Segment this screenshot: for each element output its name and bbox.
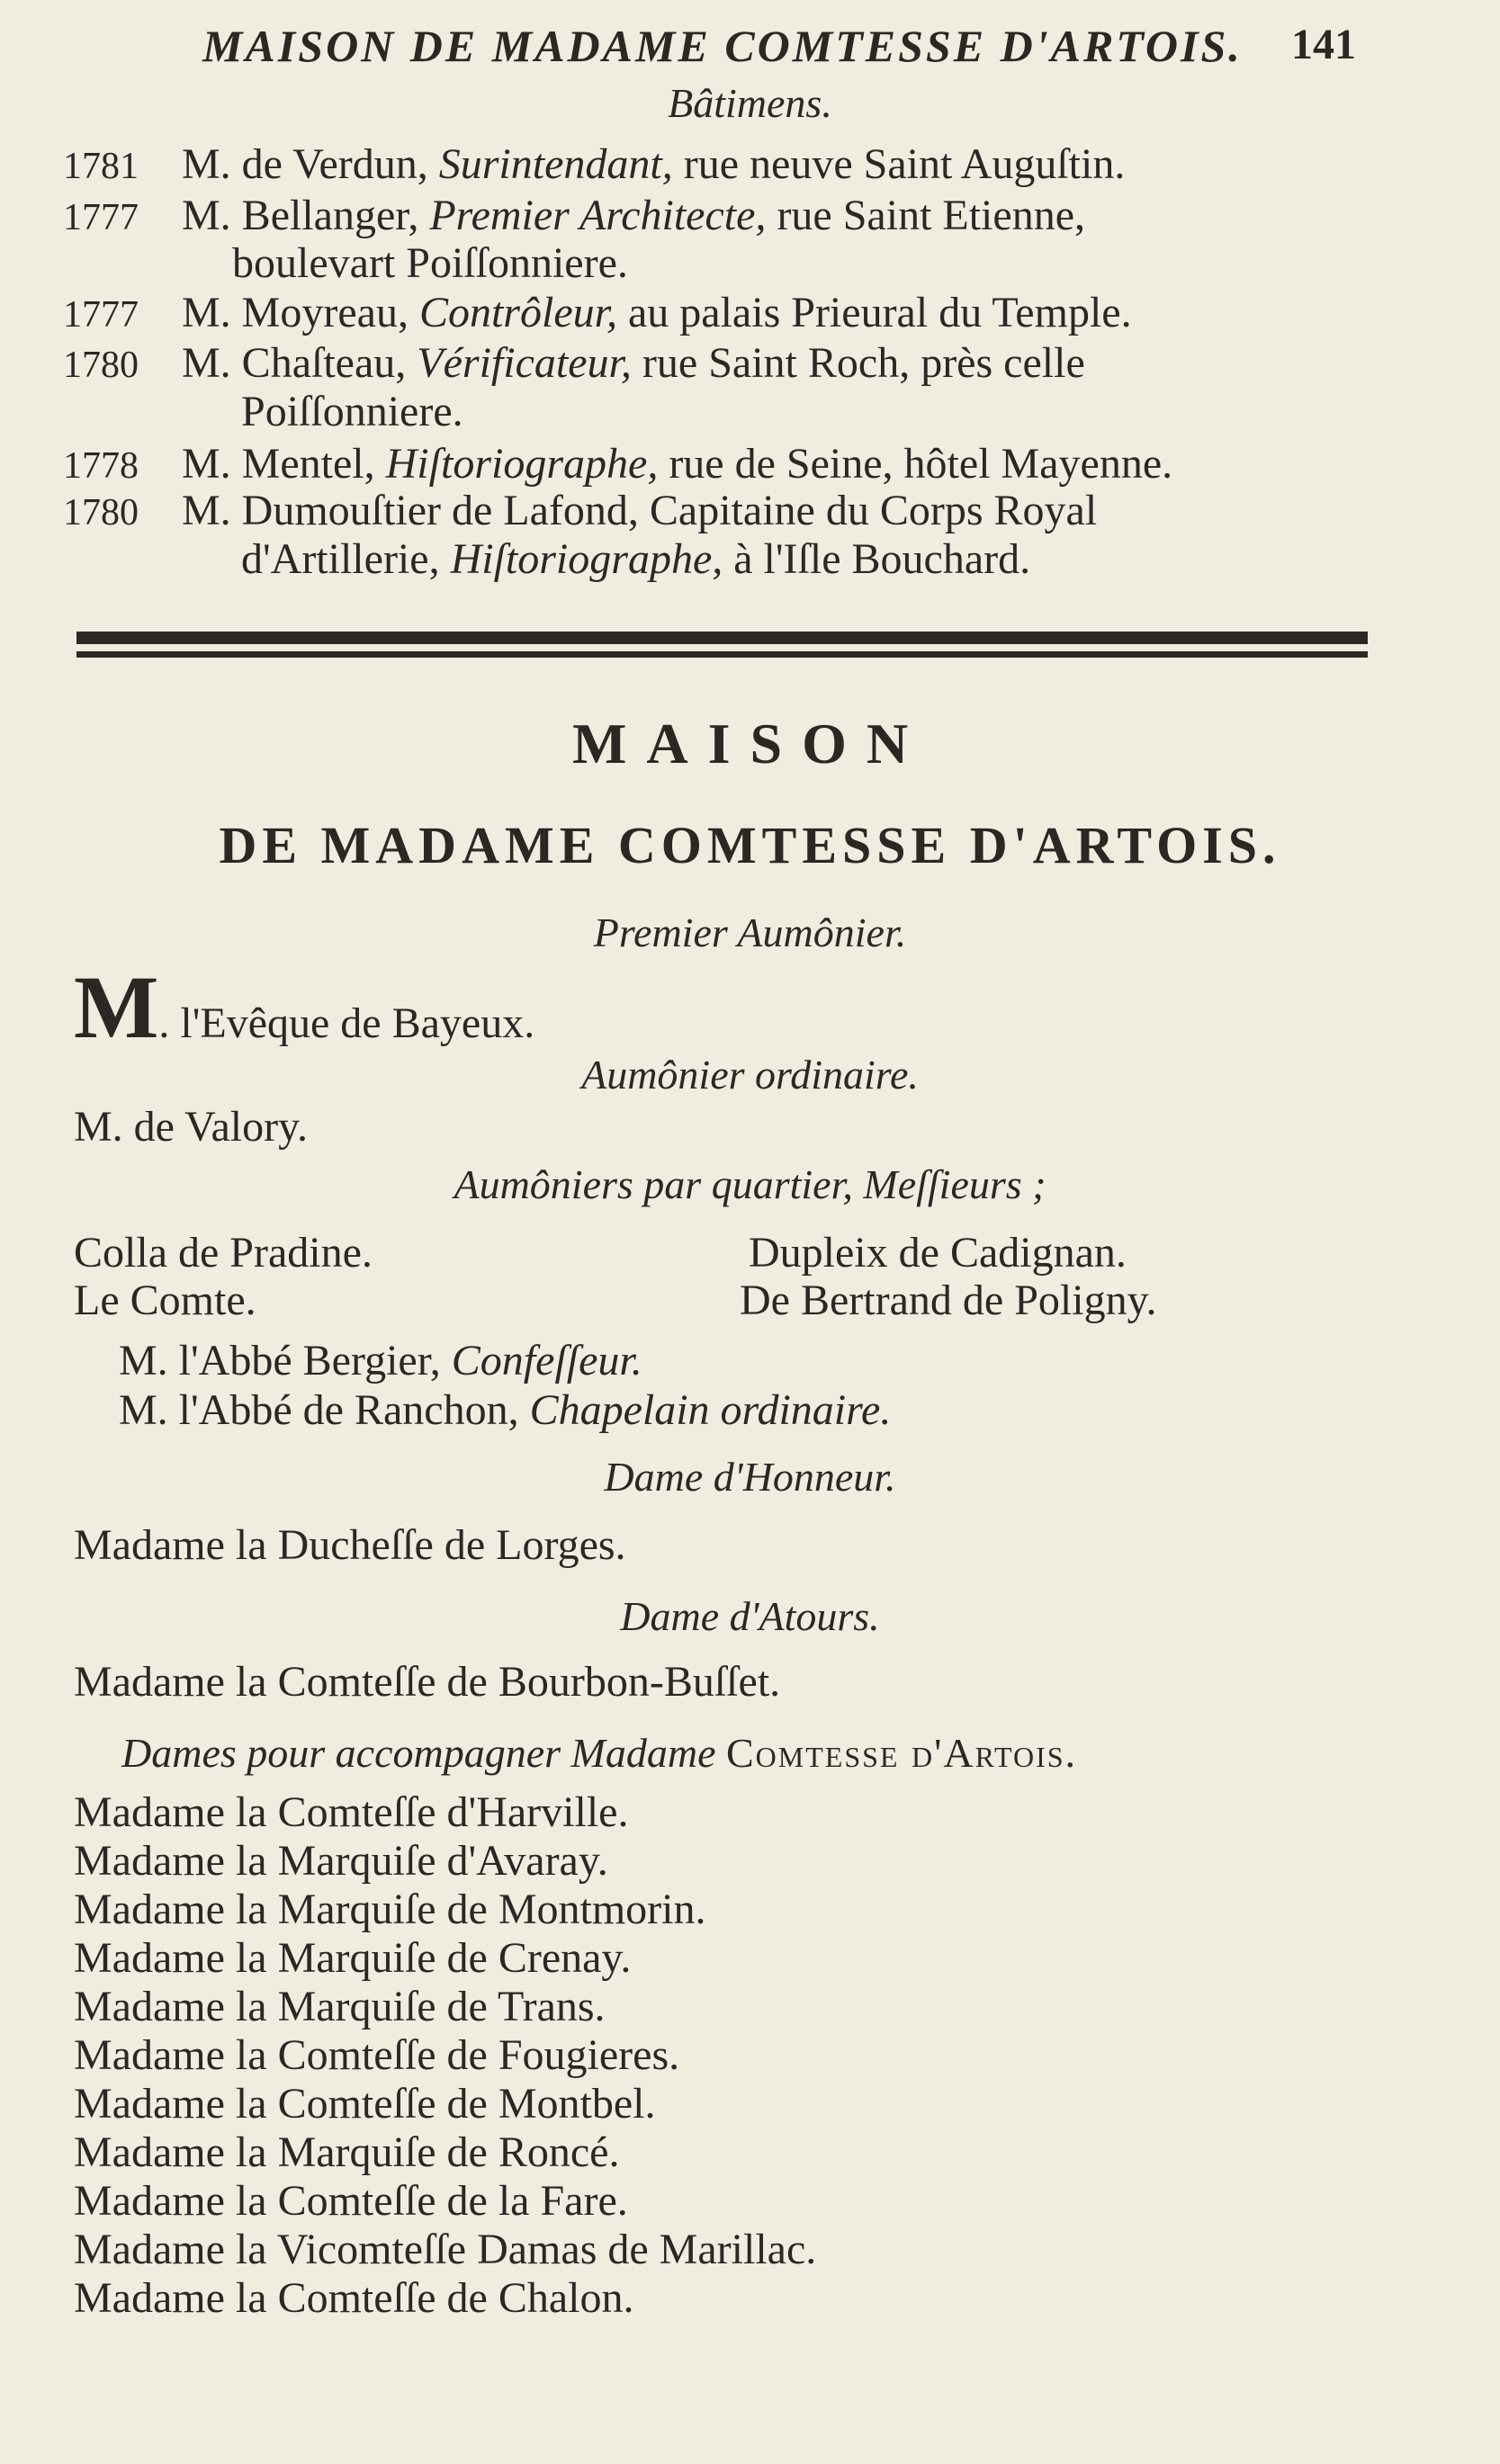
batimens-entry-1: 1781 M. de Verdun, Surintendant, rue neuve Saint Auguſtin. bbox=[63, 140, 1126, 188]
aumonier-ordinaire-entry: M. de Valory. bbox=[74, 1103, 308, 1151]
list-item: Madame la Marquiſe d'Avaray. bbox=[74, 1837, 608, 1885]
aumoniers-quartier-heading: Aumôniers par quartier, Meſſieurs ; bbox=[454, 1161, 1046, 1207]
dame-honneur-heading: Dame d'Honneur. bbox=[604, 1454, 896, 1500]
dame-atours-heading: Dame d'Atours. bbox=[620, 1593, 880, 1639]
aumonier-right-2: De Bertrand de Poligny. bbox=[740, 1277, 1157, 1324]
batimens-heading: Bâtimens. bbox=[668, 80, 832, 126]
double-rule-top bbox=[76, 632, 1368, 644]
list-item: Madame la Comteſſe de Chalon. bbox=[74, 2274, 634, 2322]
dame-atours-entry: Madame la Comteſſe de Bourbon-Buſſet. bbox=[74, 1658, 781, 1706]
section-subtitle: DE MADAME COMTESSE D'ARTOIS. bbox=[219, 816, 1281, 874]
batimens-entry-2: 1777 M. Bellanger, Premier Architecte, rue Saint Etienne, bbox=[63, 192, 1085, 239]
aumonier-left-1: Colla de Pradine. bbox=[74, 1229, 373, 1277]
list-item: Madame la Comteſſe de la Fare. bbox=[74, 2177, 628, 2225]
chapelain-entry: M. l'Abbé de Ranchon, Chapelain ordinaire. bbox=[119, 1386, 892, 1434]
list-item: Madame la Comteſſe d'Harville. bbox=[74, 1788, 629, 1836]
dames-accompagner-heading: Dames pour accompagner Madame Comtesse d'Artois. bbox=[121, 1730, 1078, 1776]
page-number: 141 bbox=[1291, 21, 1356, 68]
premier-aumonier-entry: M. l'Evêque de Bayeux. bbox=[74, 957, 535, 1057]
list-item: Madame la Marquiſe de Crenay. bbox=[74, 1934, 632, 1982]
batimens-entry-4: 1780 M. Chaſteau, Vérificateur, rue Saint Roch, près celle bbox=[63, 339, 1085, 387]
batimens-entry-6-cont: d'Artillerie, Hiſtoriographe, à l'Iſle Bouchard. bbox=[241, 535, 1031, 583]
list-item: Madame la Comteſſe de Montbel. bbox=[74, 2080, 656, 2128]
list-item: Madame la Comteſſe de Fougieres. bbox=[74, 2031, 680, 2079]
dames-list bbox=[74, 1788, 816, 2323]
drop-cap: M bbox=[74, 957, 159, 1057]
batimens-entry-6: 1780 M. Dumouſtier de Lafond, Capitaine du Corps Royal bbox=[63, 487, 1098, 534]
running-header: MAISON DE MADAME COMTESSE D'ARTOIS. bbox=[202, 21, 1243, 71]
list-item: Madame la Marquiſe de Trans. bbox=[74, 1983, 606, 2030]
double-rule-bottom bbox=[76, 651, 1368, 658]
batimens-entry-3: 1777 M. Moyreau, Contrôleur, au palais Prieural du Temple. bbox=[63, 289, 1132, 336]
batimens-entry-5: 1778 M. Mentel, Hiſtoriographe, rue de Seine, hôtel Mayenne. bbox=[63, 440, 1173, 488]
list-item: Madame la Vicomteſſe Damas de Marillac. bbox=[74, 2226, 817, 2273]
section-title: MAISON bbox=[571, 712, 929, 775]
batimens-entry-2-cont: boulevart Poiſſonniere. bbox=[232, 239, 628, 287]
list-item: Madame la Marquiſe de Montmorin. bbox=[74, 1886, 706, 1933]
aumonier-left-2: Le Comte. bbox=[74, 1277, 256, 1324]
batimens-entry-4-cont: Poiſſonniere. bbox=[241, 388, 463, 435]
aumonier-right-1: Dupleix de Cadignan. bbox=[749, 1229, 1127, 1277]
premier-aumonier-heading: Premier Aumônier. bbox=[593, 909, 907, 955]
aumonier-ordinaire-heading: Aumônier ordinaire. bbox=[581, 1052, 919, 1098]
confesseur-entry: M. l'Abbé Bergier, Confeſſeur. bbox=[119, 1337, 642, 1384]
list-item: Madame la Marquiſe de Roncé. bbox=[74, 2128, 620, 2176]
dame-honneur-entry: Madame la Ducheſſe de Lorges. bbox=[74, 1521, 626, 1569]
